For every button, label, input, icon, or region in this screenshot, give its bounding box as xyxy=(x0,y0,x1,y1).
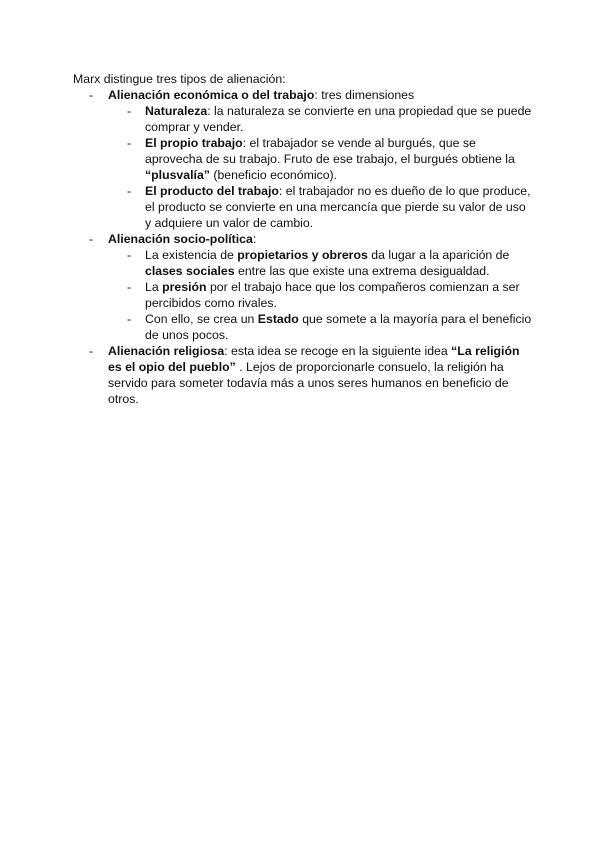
sub-item-emphasis: Estado xyxy=(257,312,299,326)
bullet-dash: - xyxy=(127,280,132,294)
item-title: Alienación religiosa xyxy=(108,344,225,358)
socio-political-sublist xyxy=(108,247,533,343)
list-item-religious xyxy=(73,343,533,407)
item-text: : esta idea se recoge en la siguiente idea xyxy=(224,344,452,358)
bullet-dash: - xyxy=(89,344,94,358)
item-text: . Lejos de proporcionarle consuelo, la religión ha servido para someter todavía más a unos seres humanos en beneficio de otros. xyxy=(108,360,509,406)
sub-item-emphasis: propietarios y obreros xyxy=(237,248,368,262)
sub-item-title: El propio trabajo xyxy=(145,136,243,150)
item-title: Alienación socio-política xyxy=(108,232,253,246)
bullet-dash: - xyxy=(127,184,132,198)
sub-item-text: La existencia de xyxy=(145,248,238,262)
bullet-dash: - xyxy=(127,104,132,118)
item-quote: “La religión es el opio del pueblo” xyxy=(108,344,520,374)
item-text: : xyxy=(252,232,257,246)
sub-item-emphasis: presión xyxy=(162,280,207,294)
item-line xyxy=(108,88,414,102)
bullet-dash: - xyxy=(127,312,132,326)
sub-item-clases-sociales xyxy=(108,247,533,279)
sub-item-text: da lugar a la aparición de xyxy=(367,248,510,262)
sub-item-presion xyxy=(108,279,533,311)
sub-item-producto-trabajo xyxy=(108,183,533,231)
sub-item-title: El producto del trabajo xyxy=(145,184,279,198)
bullet-dash: - xyxy=(127,136,132,150)
sub-item-text: La xyxy=(145,280,163,294)
bullet-dash: - xyxy=(89,88,94,102)
sub-item-text: entre las que existe una extrema desigualdad. xyxy=(234,264,490,278)
sub-item-text: : el trabajador no es dueño de lo que produce, el producto se convierte en una mercancía que pierde su valor de uso y adquiere un valor de cambio. xyxy=(145,184,531,230)
item-title: Alienación económica o del trabajo xyxy=(108,88,315,102)
list-item-socio-political xyxy=(73,231,533,343)
sub-item-estado xyxy=(108,311,533,343)
sub-item-title: Naturaleza xyxy=(145,104,208,118)
sub-item-text: Con ello, se crea un xyxy=(145,312,258,326)
item-line xyxy=(108,232,256,246)
sub-item-text: : el trabajador se vende al burgués, que se aprovecha de su trabajo. Fruto de ese trabajo, el burgués obtiene la xyxy=(145,136,515,166)
intro-text: Marx distingue tres tipos de alienación: xyxy=(73,72,286,86)
sub-item-text: por el trabajo hace que los compañeros comienzan a ser percibidos como rivales. xyxy=(145,280,520,310)
sub-item-text: (beneficio económico). xyxy=(209,168,338,182)
list-item-economic xyxy=(73,87,533,231)
sub-item-propio-trabajo xyxy=(108,135,533,183)
sub-item-emphasis: clases sociales xyxy=(145,264,235,278)
alienation-types-list xyxy=(73,87,533,407)
sub-item-text: : la naturaleza se convierte en una propiedad que se puede comprar y vender. xyxy=(145,104,532,134)
economic-sublist xyxy=(108,103,533,231)
item-text: : tres dimensiones xyxy=(314,88,415,102)
bullet-dash: - xyxy=(127,248,132,262)
sub-item-emphasis: “plusvalía” xyxy=(145,168,210,182)
bullet-dash: - xyxy=(89,232,94,246)
sub-item-naturaleza xyxy=(108,103,533,135)
sub-item-text: que somete a la mayoría para el beneficio de unos pocos. xyxy=(145,312,532,342)
